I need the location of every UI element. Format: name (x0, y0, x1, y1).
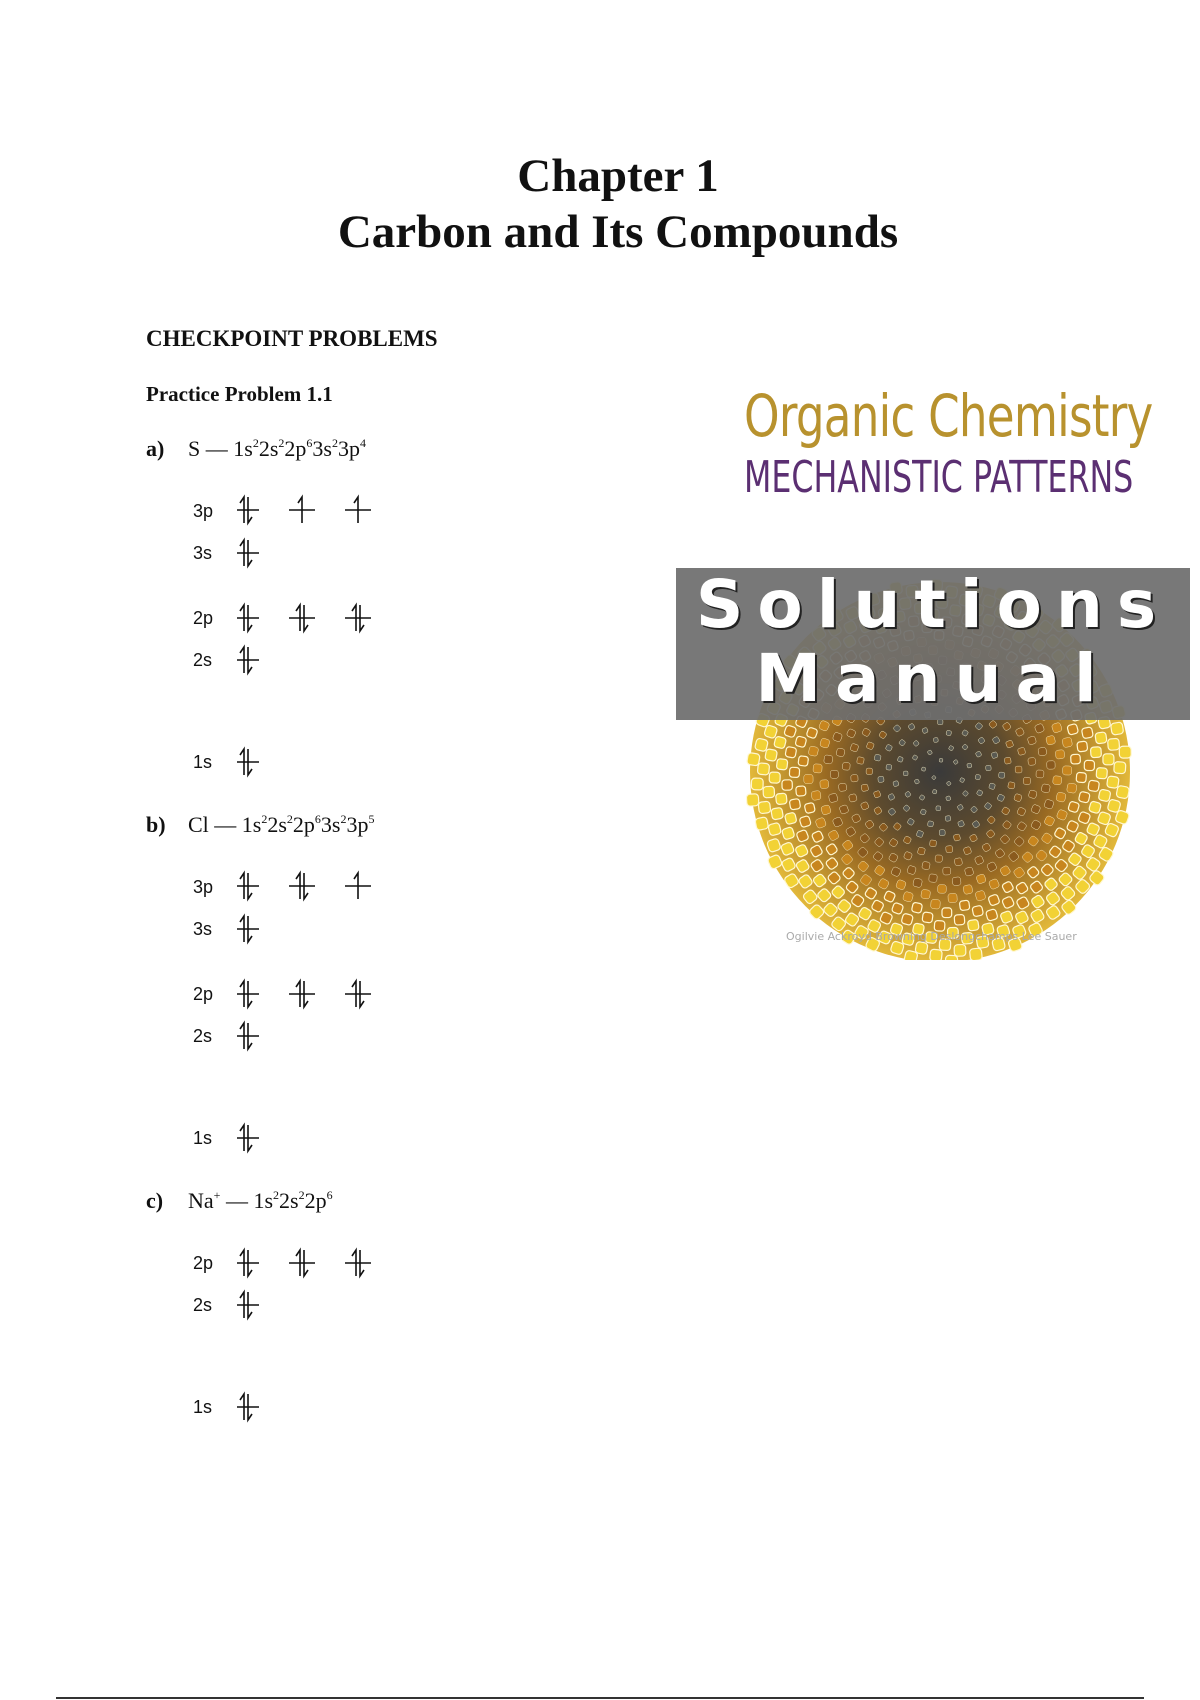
sunflower-seed (1055, 750, 1065, 760)
banner-text-solutions: Solutions (695, 566, 1171, 643)
part-b-config: b) Cl — $1s^22s^22p^63s^23p^5$ (146, 812, 375, 837)
sunflower-seed (1114, 762, 1126, 774)
sunflower-seed (930, 949, 943, 960)
orbital-label: 3p (193, 877, 214, 897)
config-electron-count: 2 (286, 812, 293, 826)
sunflower-seed (1077, 741, 1088, 752)
part-b-species: Cl (188, 812, 209, 837)
orbital-diagram (237, 1288, 293, 1322)
config-electron-count: 4 (359, 436, 366, 450)
part-a-config: a) S — $1s^22s^22p^63s^23p^4$ (146, 436, 366, 461)
orbital-row-2s (237, 1019, 293, 1058)
config-electron-count: 2 (278, 436, 285, 450)
sunflower-seed (1119, 746, 1131, 758)
sunflower-seed (830, 770, 838, 778)
sunflower-seed (1004, 757, 1011, 764)
orbital-diagram (237, 536, 293, 570)
orbital-diagram (237, 601, 405, 635)
cover-title-line1: Organic Chemistry (744, 382, 1153, 450)
sunflower-seed (939, 758, 943, 762)
sunflower-seed (1041, 784, 1050, 793)
sunflower-seed (1053, 776, 1062, 785)
sunflower-seed (866, 768, 872, 774)
sunflower-seed (959, 900, 970, 911)
sunflower-seed (931, 899, 941, 909)
banner-text-manual: Manual (755, 640, 1111, 717)
config-electron-count: 2 (340, 812, 347, 826)
sunflower-seed (1066, 783, 1077, 794)
paired-electrons-icon (289, 1250, 315, 1276)
sunflower-seed (1062, 737, 1073, 748)
sunflower-seed (861, 784, 869, 792)
unpaired-electron-icon (289, 497, 315, 523)
sunflower-seed (939, 830, 945, 836)
sunflower-seed (878, 776, 884, 782)
orbital-diagram (237, 977, 405, 1011)
sunflower-seed (953, 834, 961, 842)
paired-electrons-icon (237, 647, 259, 673)
sunflower-seed (921, 767, 925, 771)
sunflower-seed (946, 730, 952, 736)
sunflower-seed (954, 914, 965, 925)
orbital-row-3s (237, 536, 293, 575)
paired-electrons-icon (237, 873, 259, 899)
sunflower-seed (820, 780, 829, 789)
sunflower-seed (917, 847, 925, 855)
chapter-number: Chapter 1 (517, 150, 719, 202)
sunflower-seed (857, 757, 865, 765)
sunflower-seed (813, 764, 822, 773)
sunflower-seed (1036, 770, 1044, 778)
paired-electrons-icon (345, 981, 371, 1007)
part-c-label: c) (146, 1188, 164, 1213)
sunflower-seed (932, 789, 937, 794)
part-b-label: b) (146, 812, 166, 837)
sunflower-seed (945, 955, 957, 960)
sunflower-seed (929, 874, 938, 883)
sunflower-seed (747, 752, 761, 766)
sunflower-seed (943, 867, 951, 875)
config-orbital: 2p (284, 436, 307, 461)
config-orbital: 3s (312, 436, 332, 461)
part-a-label: a) (146, 436, 165, 461)
config-orbital: 1s (233, 436, 253, 461)
sunflower-seed (1076, 772, 1087, 783)
unpaired-electron-icon (345, 873, 371, 899)
sunflower-seed (999, 772, 1005, 778)
sunflower-seed (946, 845, 953, 852)
sunflower-seed (954, 858, 963, 867)
part-c-species: Na (188, 1188, 214, 1213)
orbital-row-2p (237, 977, 405, 1016)
sunflower-seed (874, 754, 881, 761)
config-electron-count: 2 (252, 436, 259, 450)
paired-electrons-icon (345, 605, 371, 631)
sunflower-seed (796, 786, 806, 796)
sunflower-seed (1084, 760, 1094, 770)
orbital-row-1s (237, 745, 293, 784)
orbital-diagram (237, 643, 293, 677)
sunflower-seed (921, 889, 931, 899)
sunflower-seed (945, 815, 951, 821)
orbital-label: 1s (193, 1128, 213, 1148)
sunflower-seed (952, 877, 961, 886)
sunflower-seed (804, 802, 815, 813)
config-orbital: 2s (267, 812, 287, 837)
part-c-config: c) Na+ — $1s^22s^22p^6$ (146, 1188, 333, 1213)
config-electron-count: 2 (261, 812, 268, 826)
sunflower-seed (842, 762, 850, 770)
part-c-electron-config (253, 1188, 332, 1213)
sunflower-seed (975, 774, 980, 779)
orbital-label: 2p (193, 608, 214, 628)
sunflower-seed (755, 817, 769, 831)
orbital-diagram (237, 912, 293, 946)
sunflower-seed (1096, 767, 1107, 778)
sunflower-seed (948, 893, 958, 903)
paired-electrons-icon (237, 605, 259, 631)
config-orbital: 2s (279, 1188, 299, 1213)
config-electron-count: 5 (368, 812, 375, 826)
part-a-species: S (188, 436, 201, 461)
config-electron-count: 6 (306, 436, 313, 450)
sunflower-seed (768, 822, 782, 836)
sunflower-seed (1015, 766, 1022, 773)
sunflower-seed (1088, 801, 1101, 814)
sunflower-seed (938, 719, 943, 724)
sunflower-seed (789, 767, 799, 777)
config-orbital: 1s (253, 1188, 273, 1213)
cover-title-line2: MECHANISTIC PATTERNS (744, 452, 1134, 503)
sunflower-seed (986, 765, 992, 771)
orbital-row-3s (237, 912, 293, 951)
sunflower-seed (954, 944, 966, 956)
sunflower-seed (769, 772, 780, 783)
orbital-label: 2p (193, 1253, 214, 1273)
orbital-label: 2s (193, 1026, 213, 1046)
paired-electrons-icon (237, 749, 259, 775)
sunflower-seed (911, 902, 922, 913)
sunflower-seed (1038, 747, 1047, 756)
sunflower-seed (893, 780, 899, 786)
sunflower-seed (1028, 757, 1036, 765)
orbital-label: 2p (193, 984, 214, 1004)
paired-electrons-icon (237, 981, 259, 1007)
sunflower-seed (804, 774, 813, 783)
sunflower-seed (795, 736, 807, 748)
cover-authors: Ogilvie Ackroyd Browning Deslongchamps Lee Sauer (786, 930, 1077, 943)
sunflower-seed (1107, 738, 1119, 750)
config-orbital: 2p (304, 1188, 327, 1213)
sunflower-seed (922, 861, 931, 870)
sunflower-seed (1110, 722, 1123, 735)
sunflower-seed (1068, 801, 1080, 813)
config-orbital: 1s (241, 812, 262, 837)
sunflower-seed (824, 755, 833, 764)
orbital-row-3p (237, 493, 405, 532)
sunflower-seed (1067, 723, 1079, 735)
config-electron-count: 2 (273, 1188, 279, 1202)
sunflower-seed (930, 840, 937, 847)
config-electron-count: 2 (298, 1188, 305, 1202)
sunflower-seed (757, 763, 769, 775)
sunflower-seed (922, 912, 933, 923)
config-orbital: 2s (258, 436, 279, 461)
unpaired-electron-icon (345, 497, 371, 523)
part-c-charge: + (213, 1188, 221, 1202)
sunflower-seed (754, 738, 768, 752)
sunflower-seed (785, 746, 797, 758)
paired-electrons-icon (237, 916, 259, 942)
sunflower-seed (1107, 776, 1120, 789)
paired-electrons-icon (345, 1250, 371, 1276)
sunflower-seed (1103, 754, 1114, 765)
sunflower-seed (935, 855, 942, 862)
sunflower-seed (838, 783, 847, 792)
sunflower-seed (808, 746, 819, 757)
sunflower-seed (936, 806, 941, 811)
sunflower-seed (765, 749, 778, 762)
sunflower-seed (927, 821, 933, 827)
sunflower-seed (1047, 761, 1056, 770)
sunflower-seed (963, 884, 973, 894)
orbital-row-2s (237, 1288, 293, 1327)
chapter-title: Carbon and Its Compounds (337, 206, 899, 258)
paired-electrons-icon (237, 1394, 259, 1420)
orbital-diagram (237, 869, 405, 903)
section-heading: CHECKPOINT PROBLEMS (146, 326, 438, 351)
sunflower-seed (799, 815, 811, 827)
sunflower-seed (1017, 747, 1025, 755)
sunflower-seed (938, 885, 947, 894)
sunflower-seed (758, 801, 771, 814)
paired-electrons-icon (237, 1292, 259, 1318)
config-orbital: 3s (320, 812, 341, 837)
sunflower-seed (1090, 747, 1101, 758)
sunflower-seed (967, 763, 972, 768)
sunflower-seed (789, 798, 801, 810)
orbital-row-2p (237, 601, 405, 640)
problem-heading: Practice Problem 1.1 (146, 382, 333, 406)
sunflower-seed (933, 737, 938, 742)
orbital-label: 2s (193, 1295, 213, 1315)
config-electron-count: 2 (331, 436, 338, 450)
orbital-label: 2s (193, 650, 213, 670)
sunflower-seed (886, 764, 892, 770)
sunflower-seed (1095, 732, 1107, 744)
sunflower-seed (784, 812, 797, 825)
sunflower-seed (1008, 782, 1016, 790)
part-a-electron-config (233, 436, 366, 461)
sunflower-seed (782, 780, 793, 791)
paired-electrons-icon (237, 497, 259, 523)
sunflower-seed (828, 793, 838, 803)
paired-electrons-icon (289, 605, 315, 631)
orbital-label: 3s (193, 543, 213, 563)
orbital-row-3p (237, 869, 405, 908)
orbital-row-2s (237, 643, 293, 682)
paired-electrons-icon (237, 1023, 259, 1049)
orbital-diagram (237, 745, 293, 779)
paired-electrons-icon (289, 873, 315, 899)
sunflower-seed (913, 878, 923, 888)
paired-electrons-icon (289, 981, 315, 1007)
sunflower-seed (851, 775, 858, 782)
sunflower-seed (776, 793, 788, 805)
sunflower-seed (771, 807, 784, 820)
sunflower-seed (985, 909, 998, 922)
orbital-row-1s (237, 1121, 293, 1160)
sunflower-seed (774, 736, 787, 749)
orbital-diagram (237, 493, 405, 527)
sunflower-seed (969, 948, 982, 960)
footer-rule (56, 1697, 1144, 1699)
sunflower-seed (1098, 789, 1111, 802)
orbital-row-2p (237, 1246, 405, 1285)
config-electron-count: 6 (326, 1188, 333, 1202)
sunflower-seed (1081, 727, 1093, 739)
sunflower-seed (901, 913, 914, 926)
paired-electrons-icon (237, 540, 259, 566)
orbital-diagram (237, 1246, 405, 1280)
paired-electrons-icon (237, 1125, 259, 1151)
orbital-diagram (237, 1390, 293, 1424)
sunflower-seed (811, 790, 821, 800)
sunflower-seed (942, 908, 952, 918)
sunflower-seed (763, 786, 775, 798)
orbital-label: 3p (193, 501, 214, 521)
sunflower-seed (1071, 754, 1081, 764)
orbital-label: 1s (193, 752, 213, 772)
sunflower-seed (836, 748, 845, 757)
sunflower-seed (798, 756, 809, 767)
sunflower-seed (1023, 777, 1031, 785)
sunflower-seed (746, 794, 759, 807)
config-orbital: 2p (292, 812, 315, 837)
orbital-diagram (237, 1121, 293, 1155)
config-electron-count: 6 (314, 812, 321, 826)
orbital-row-1s (237, 1390, 293, 1429)
config-orbital: 3p (346, 812, 369, 837)
sunflower-seed (776, 758, 788, 770)
orbital-label: 3s (193, 919, 213, 939)
sunflower-seed (1063, 766, 1072, 775)
sunflower-seed (1088, 780, 1100, 792)
sunflower-seed (972, 905, 984, 917)
orbital-label: 1s (193, 1397, 213, 1417)
config-orbital: 3p (337, 436, 360, 461)
orbital-diagram (237, 1019, 293, 1053)
part-b-electron-config (242, 812, 375, 837)
sunflower-seed (1116, 785, 1130, 799)
sunflower-seed (1078, 791, 1090, 803)
sunflower-seed (751, 778, 763, 790)
paired-electrons-icon (237, 1250, 259, 1276)
sunflower-seed (903, 771, 908, 776)
